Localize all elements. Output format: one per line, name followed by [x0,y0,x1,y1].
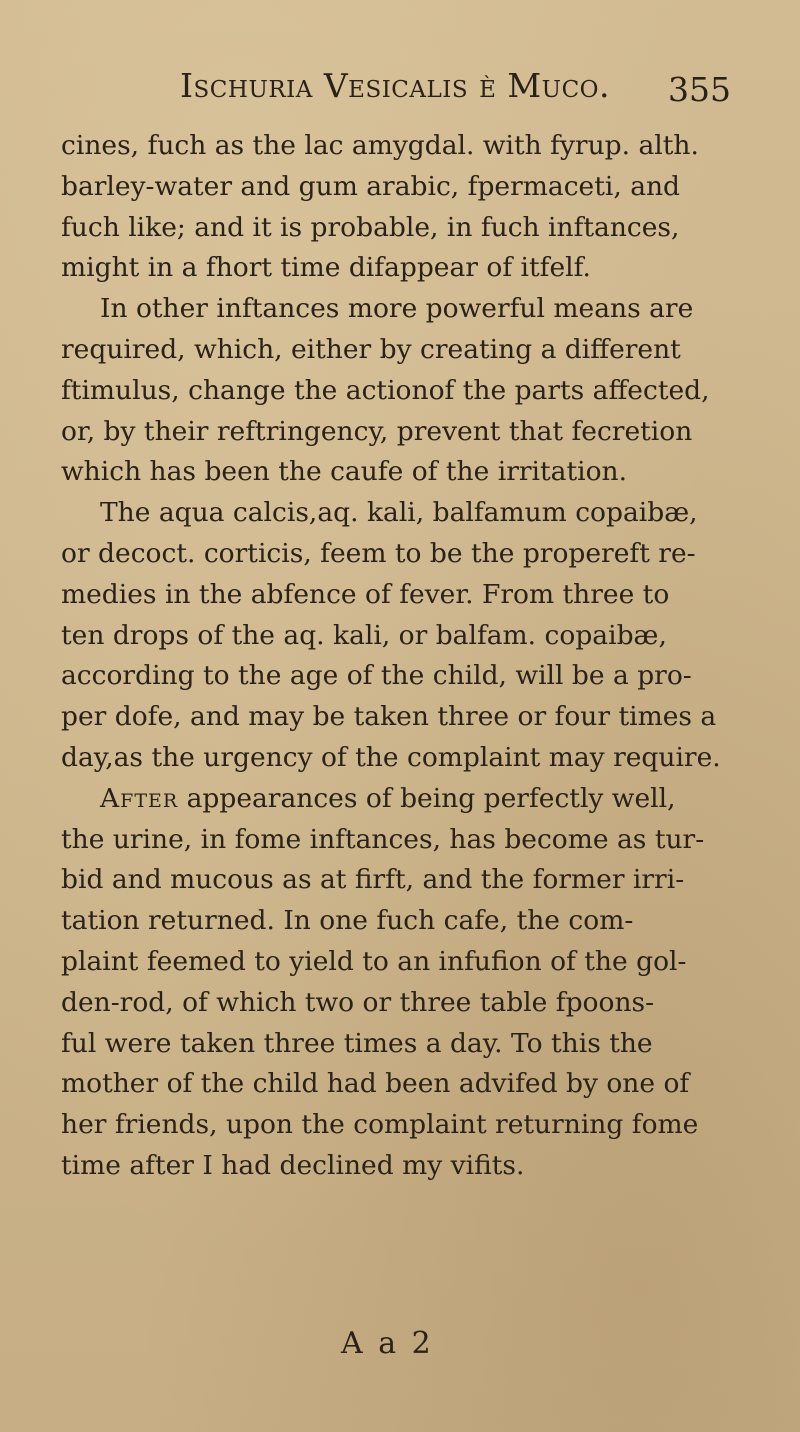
text-line: day,as the urgency of the complaint may require. [61,741,721,773]
text-line: tation returned. In one fuch cafe, the com- [61,905,634,937]
text-line: barley-water and gum arabic, fpermaceti, and [61,170,681,202]
text-line: fuch like; and it is probable, in fuch inftances, [61,211,680,243]
paragraph-start-line: In other inftances more powerful means are [100,293,694,325]
text-line: required, which, either by creating a different [61,333,681,365]
text-line: per dofe, and may be taken three or four times a [61,701,717,733]
paragraph-start-line: The aqua calcis,aq. kali, balfamum copaibæ, [100,497,698,529]
text-line: ful were taken three times a day. To this the [61,1027,653,1059]
after-rest: appearances of being perfectly well, [178,782,676,814]
text-line: or, by their reftringency, prevent that fecretion [61,415,693,447]
text-line: bid and mucous as at firft, and the former irri- [61,864,685,896]
text-line: which has been the caufe of the irritation. [61,456,628,488]
page-header [0,66,800,110]
page-number: 355 [668,70,731,109]
text-line: ten drops of the aq. kali, or balfam. copaibæ, [61,619,667,651]
text-line: her friends, upon the complaint returning fome [61,1109,699,1141]
text-line: mother of the child had been advifed by one of [61,1068,690,1100]
text-line: might in a fhort time difappear of itfelf. [61,252,591,284]
text-line: den-rod, of which two or three table fpoons- [61,986,655,1018]
text-line: the urine, in fome inftances, has become as tur- [61,823,705,855]
text-line: medies in the abfence of fever. From three to [61,578,670,610]
text-line: time after I had declined my vifits. [61,1149,525,1181]
text-line: ftimulus, change the actionof the parts affected, [61,374,710,406]
text-line: according to the age of the child, will be a pro- [61,660,692,692]
paragraph-start-line [61,779,761,820]
text-line: plaint feemed to yield to an infufion of the gol- [61,945,687,977]
running-head: Ischuria Vesicalis è Muco. [180,66,611,105]
after-word: After [100,782,179,814]
body-text [61,126,761,1187]
text-line: or decoct. corticis, feem to be the propereft re- [61,537,696,569]
signature-mark: A a 2 [341,1326,434,1361]
text-line: cines, fuch as the lac amygdal. with fyrup. alth. [61,130,699,161]
